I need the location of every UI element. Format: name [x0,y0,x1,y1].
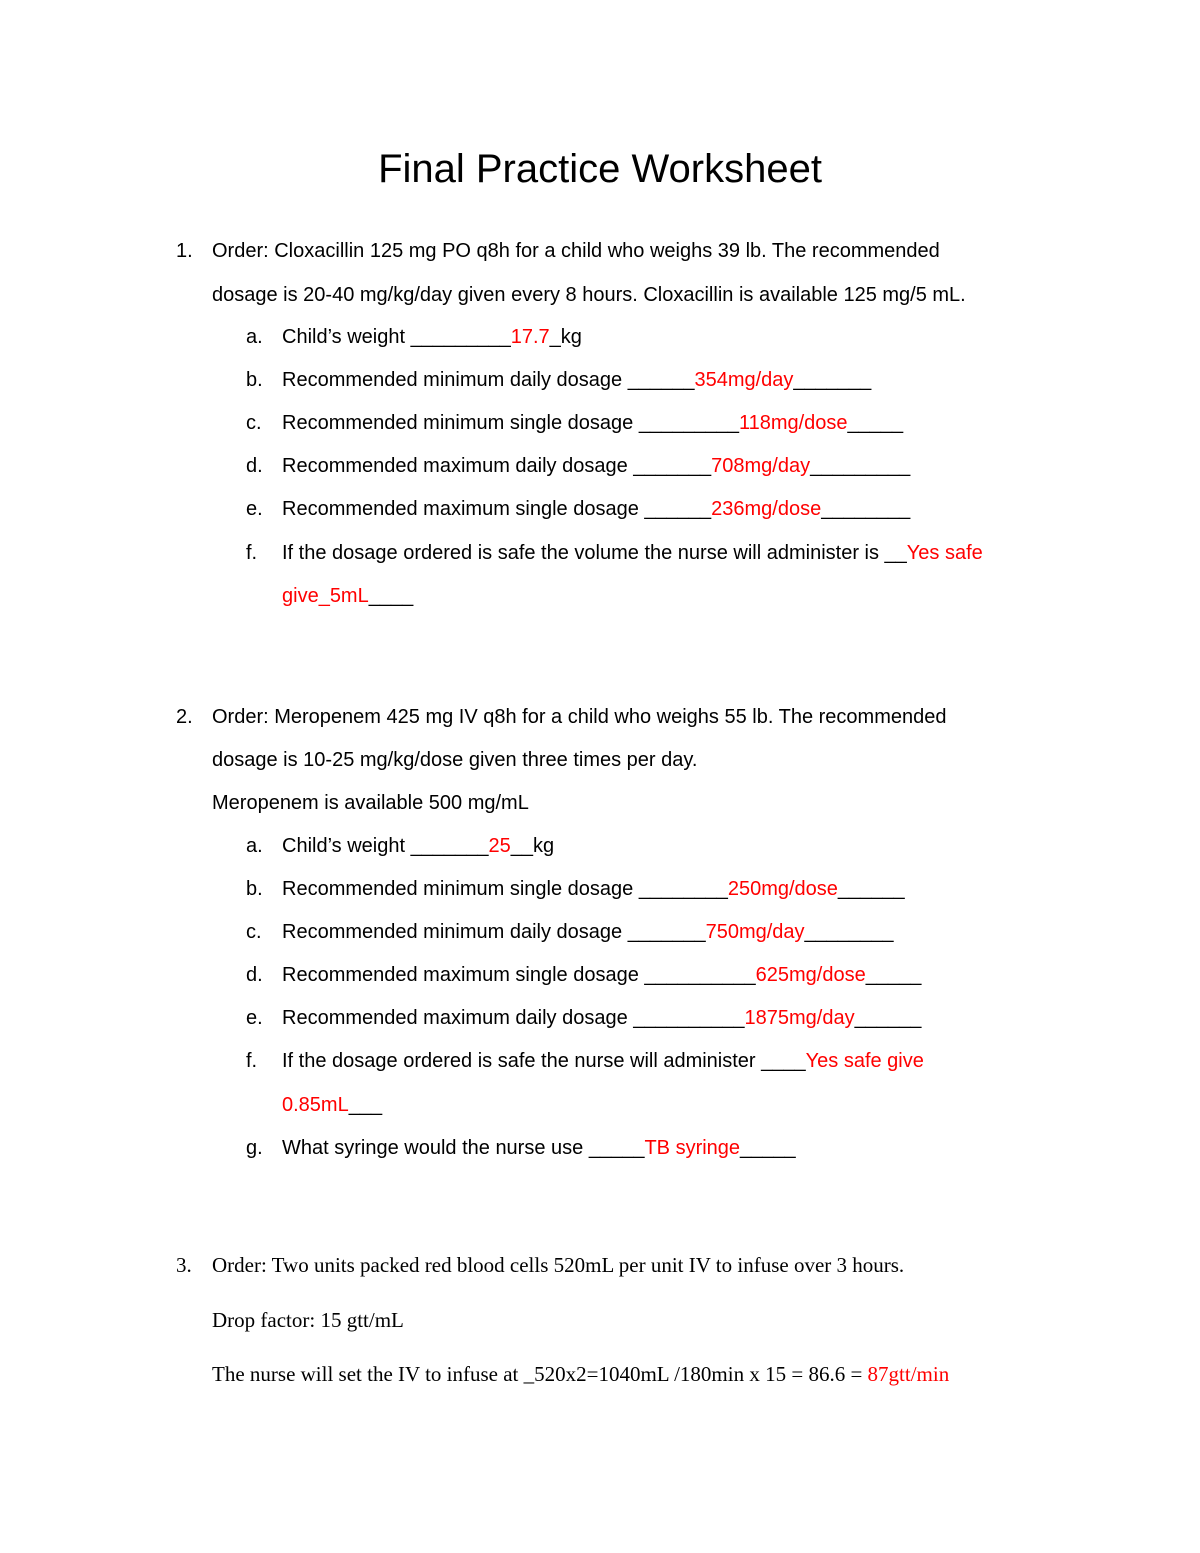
item-prompt: Recommended maximum single dosage __________ [282,964,756,986]
question-1-item-c [282,409,903,437]
question-1-item-d-letter: d. [246,455,263,477]
question-3-calculation [212,1360,949,1388]
question-2-item-e-letter: e. [246,1007,263,1029]
question-1-item-a-letter: a. [246,326,263,348]
answer: 354mg/day [694,369,794,391]
item-prompt: Recommended minimum single dosage ________ [282,878,728,900]
question-2-item-e [282,1004,921,1032]
question-1-item-e [282,495,910,523]
answer: 118mg/dose [738,412,848,434]
answer: 236mg/dose [711,498,822,520]
item-suffix: ___ [348,1094,383,1116]
answer: 708mg/day [711,455,811,477]
question-3-number: 3. [176,1253,192,1277]
item-prompt: Recommended minimum daily dosage _______ [282,921,706,943]
calculation-text: The nurse will set the IV to infuse at _520x2=1040mL /180min x 15 = 86.6 = [212,1362,868,1386]
question-2-item-f [282,1047,924,1075]
page-title: Final Practice Worksheet [378,147,822,191]
answer: Yes safe [906,542,983,564]
question-1-order-line-1: Order: Cloxacillin 125 mg PO q8h for a child who weighs 39 lb. The recommended [212,240,940,262]
item-suffix: _____ [847,412,904,434]
question-2-item-g-letter: g. [246,1137,263,1159]
question-1-item-f [282,539,983,567]
answer: 1875mg/day [744,1007,855,1029]
answer: give_5mL [282,585,369,607]
answer: Yes safe give [805,1050,924,1072]
answer: 87gtt/min [867,1362,950,1386]
item-suffix: _______ [793,369,872,391]
question-2-item-f-letter: f. [246,1050,258,1072]
answer: TB syringe [644,1137,741,1159]
item-suffix: __kg [510,835,555,857]
item-prompt: Recommended maximum daily dosage __________ [282,1007,745,1029]
item-prompt: Child’s weight _______ [282,835,489,857]
question-1-item-b-letter: b. [246,369,263,391]
question-1-item-d [282,452,910,480]
question-2-order-line-2: dosage is 10-25 mg/kg/dose given three times per day. [212,749,698,771]
item-prompt: If the dosage ordered is safe the volume the nurse will administer is __ [282,542,907,564]
question-1-number: 1. [176,240,193,262]
question-2-item-a [282,832,554,860]
item-suffix: _kg [549,326,582,348]
item-suffix: ________ [804,921,894,943]
question-3-drop-factor: Drop factor: 15 gtt/mL [212,1308,404,1332]
question-1-order-line-2: dosage is 20-40 mg/kg/day given every 8 hours. Cloxacillin is available 125 mg/5 mL. [212,284,966,306]
question-2-item-f-continued [282,1091,382,1119]
question-1-item-f-letter: f. [246,542,258,564]
answer: 17.7 [510,326,550,348]
question-2-order-line-3: Meropenem is available 500 mg/mL [212,792,529,814]
answer: 750mg/day [705,921,805,943]
question-1-item-f-continued [282,582,413,610]
answer: 25 [488,835,511,857]
item-prompt: Recommended minimum single dosage _________ [282,412,739,434]
item-suffix: _____ [865,964,922,986]
answer: 625mg/dose [755,964,866,986]
question-2-number: 2. [176,706,193,728]
item-suffix: ________ [821,498,911,520]
item-suffix: _____ [740,1137,796,1159]
question-1-item-a [282,323,582,351]
question-2-order-line-1: Order: Meropenem 425 mg IV q8h for a child who weighs 55 lb. The recommended [212,706,947,728]
item-prompt: Recommended maximum single dosage ______ [282,498,712,520]
question-2-item-g [282,1134,796,1162]
question-3-order-line-1: Order: Two units packed red blood cells 520mL per unit IV to infuse over 3 hours. [212,1253,905,1277]
item-suffix: ______ [837,878,905,900]
question-2-item-c [282,918,894,946]
answer: 0.85mL [282,1094,349,1116]
question-2-item-d-letter: d. [246,964,263,986]
item-prompt: What syringe would the nurse use _____ [282,1137,645,1159]
question-1-item-e-letter: e. [246,498,263,520]
item-suffix: ______ [854,1007,922,1029]
question-2-item-b-letter: b. [246,878,263,900]
item-prompt: Recommended maximum daily dosage _______ [282,455,712,477]
question-1-item-c-letter: c. [246,412,262,434]
item-prompt: Recommended minimum daily dosage ______ [282,369,695,391]
question-2-item-b [282,875,905,903]
question-2-item-a-letter: a. [246,835,263,857]
answer: 250mg/dose [727,878,838,900]
item-suffix: ____ [368,585,414,607]
question-2-item-c-letter: c. [246,921,262,943]
question-1-item-b [282,366,871,394]
item-suffix: _________ [810,455,911,477]
item-prompt: If the dosage ordered is safe the nurse will administer ____ [282,1050,806,1072]
item-prompt: Child’s weight _________ [282,326,511,348]
question-2-item-d [282,961,921,989]
